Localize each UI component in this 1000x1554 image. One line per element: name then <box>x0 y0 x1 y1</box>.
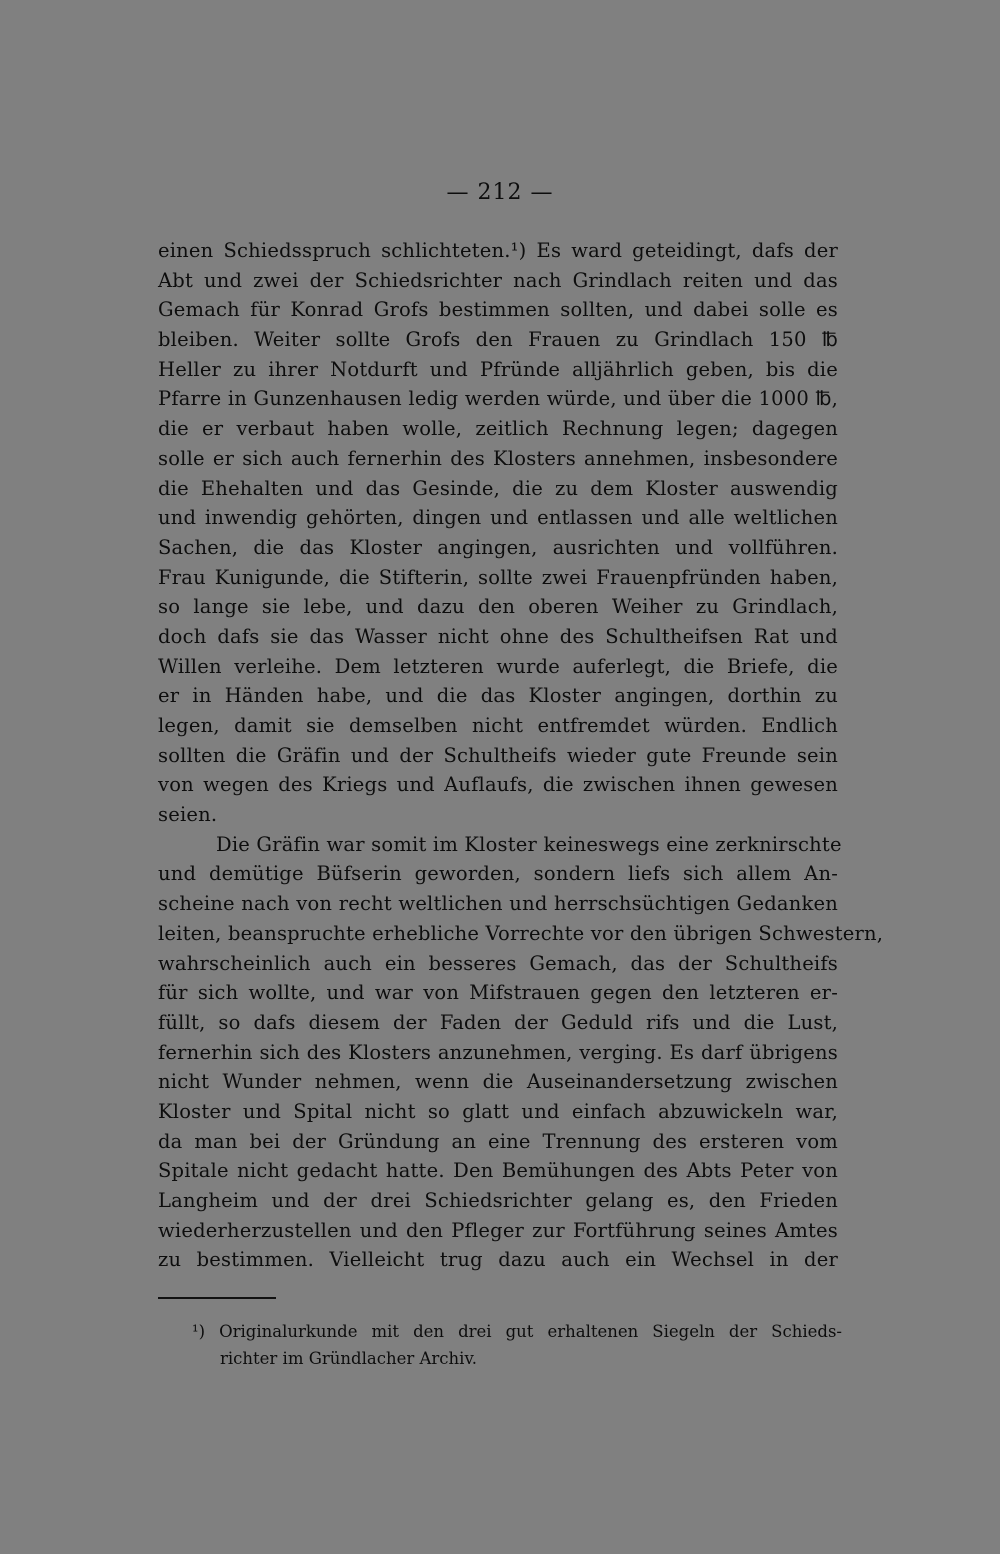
text-line: einen Schiedsspruch schlichteten.¹) Es ward geteidingt, dafs der <box>158 239 838 262</box>
text-line: solle er sich auch fernerhin des Klosters annehmen, insbesondere <box>158 446 838 470</box>
text-line: Gemach für Konrad Grofs bestimmen sollten, und dabei solle es <box>158 298 838 322</box>
text-line: scheine nach von recht weltlichen und herrschsüchtigen Gedanken <box>158 892 838 916</box>
text-line: Langheim und der drei Schiedsrichter gelang es, den Frieden <box>158 1189 838 1212</box>
text-line: er in Händen habe, und die das Kloster angingen, dorthin zu <box>158 684 838 708</box>
footnote-line: ¹) Originalurkunde mit den drei gut erhaltenen Siegeln der Schieds- <box>192 1322 842 1341</box>
text-line: Frau Kunigunde, die Stifterin, sollte zwei Frauenpfründen haben, <box>158 565 838 589</box>
text-line: für sich wollte, und war von Mifstrauen gegen den letzteren er- <box>158 981 838 1005</box>
text-line: Pfarre in Gunzenhausen ledig werden würde, und über die 1000 ℔, <box>158 387 838 411</box>
text-line: Kloster und Spital nicht so glatt und einfach abzuwickeln war, <box>158 1099 838 1123</box>
footnote-divider <box>158 1297 276 1299</box>
text-line: Abt und zwei der Schiedsrichter nach Grindlach reiten und das <box>158 268 838 292</box>
text-line: wahrscheinlich auch ein besseres Gemach, das der Schultheifs <box>158 951 838 975</box>
footnote-line: richter im Gründlacher Archiv. <box>220 1349 478 1368</box>
text-line: Willen verleihe. Dem letzteren wurde auferlegt, die Briefe, die <box>158 654 838 678</box>
text-line: leiten, beanspruchte erhebliche Vorrechte vor den übrigen Schwestern, <box>158 921 884 945</box>
footnote <box>192 1318 842 1372</box>
body-text <box>158 236 884 1275</box>
text-line: die Ehehalten und das Gesinde, die zu dem Kloster auswendig <box>158 476 838 500</box>
text-line: und inwendig gehörten, dingen und entlassen und alle weltlichen <box>158 506 838 530</box>
text-line: die er verbaut haben wolle, zeitlich Rechnung legen; dagegen <box>158 417 838 441</box>
text-line: da man bei der Gründung an eine Trennung des ersteren vom <box>158 1129 838 1153</box>
text-line: sollten die Gräfin und der Schultheifs wieder gute Freunde sein <box>158 743 838 767</box>
text-line-paragraph-start: Die Gräfin war somit im Kloster keineswegs eine zerknirschte <box>216 832 842 856</box>
text-line: Heller zu ihrer Notdurft und Pfründe alljährlich geben, bis die <box>158 357 838 381</box>
text-line: bleiben. Weiter sollte Grofs den Frauen zu Grindlach 150 ℔ <box>158 328 838 352</box>
text-line: so lange sie lebe, und dazu den oberen Weiher zu Grindlach, <box>158 595 838 619</box>
text-line: nicht Wunder nehmen, wenn die Auseinandersetzung zwischen <box>158 1070 838 1094</box>
text-line: Sachen, die das Kloster angingen, ausrichten und vollführen. <box>158 535 838 559</box>
text-line: legen, damit sie demselben nicht entfremdet würden. Endlich <box>158 714 838 737</box>
text-line: füllt, so dafs diesem der Faden der Geduld rifs und die Lust, <box>158 1010 838 1034</box>
text-line: von wegen des Kriegs und Auflaufs, die zwischen ihnen gewesen <box>158 773 838 797</box>
text-line: seien. <box>158 803 218 827</box>
text-line: fernerhin sich des Klosters anzunehmen, verging. Es darf übrigens <box>158 1040 838 1064</box>
page-number: — 212 — <box>446 180 554 205</box>
text-line: wiederherzustellen und den Pfleger zur Fortführung seines Amtes <box>158 1218 838 1242</box>
text-line: zu bestimmen. Vielleicht trug dazu auch ein Wechsel in der <box>158 1248 838 1272</box>
text-line: Spitale nicht gedacht hatte. Den Bemühungen des Abts Peter von <box>158 1159 838 1183</box>
text-line: doch dafs sie das Wasser nicht ohne des Schultheifsen Rat und <box>158 624 838 648</box>
text-line: und demütige Büfserin geworden, sondern liefs sich allem An- <box>158 862 838 886</box>
